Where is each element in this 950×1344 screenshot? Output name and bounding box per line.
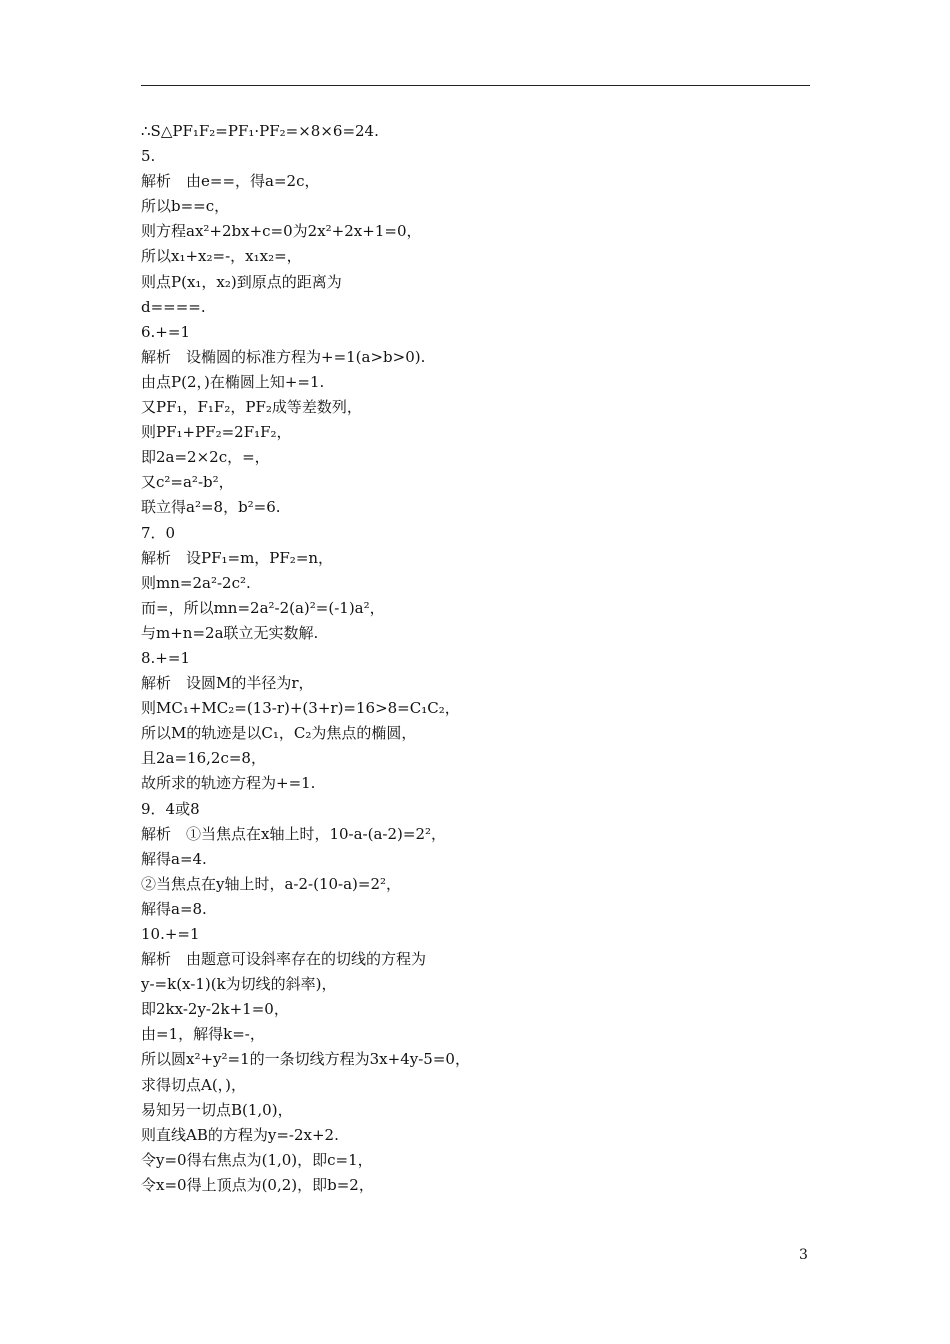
text-line: 所以x₁+x₂=-，x₁x₂=， — [141, 247, 302, 266]
text-line: 令y=0得右焦点为(1,0)，即c=1， — [141, 1150, 373, 1169]
text-line: ∴S△PF₁F₂=PF₁·PF₂=×8×6=24. — [141, 122, 379, 140]
text-line: 与m+n=2a联立无实数解. — [141, 623, 319, 642]
text-line: 6.+=1 — [141, 322, 190, 341]
text-line: 解得a=4. — [141, 849, 207, 868]
text-line: d====. — [141, 297, 206, 316]
text-line: 解析 ①当焦点在x轴上时，10-a-(a-2)=2²， — [141, 824, 447, 843]
text-line: 解析 设圆M的半径为r， — [141, 674, 314, 693]
text-line: 则MC₁+MC₂=(13-r)+(3+r)=16>8=C₁C₂， — [141, 699, 460, 718]
text-line: ②当焦点在y轴上时，a-2-(10-a)=2²， — [141, 874, 402, 893]
text-line: 又c²=a²-b²， — [141, 473, 234, 492]
text-line: 则mn=2a²-2c². — [141, 573, 251, 592]
text-line: 易知另一切点B(1,0)， — [141, 1100, 293, 1119]
page-number: 3 — [799, 1247, 808, 1263]
text-line: 所以M的轨迹是以C₁，C₂为焦点的椭圆， — [141, 724, 417, 743]
text-line: 所以圆x²+y²=1的一条切线方程为3x+4y-5=0， — [141, 1050, 470, 1069]
solution-text — [141, 119, 821, 1198]
text-line: 7．0 — [141, 523, 176, 542]
text-line: 5. — [141, 147, 156, 166]
text-line: 则点P(x₁，x₂)到原点的距离为 — [141, 272, 342, 291]
text-line: y-=k(x-1)(k为切线的斜率)， — [141, 975, 337, 994]
text-line: 则方程ax²+2bx+c=0为2x²+2x+1=0， — [141, 222, 422, 241]
text-line: 10.+=1 — [141, 925, 200, 943]
text-line: 解析 由e==，得a=2c， — [141, 172, 320, 191]
text-line: 解得a=8. — [141, 899, 207, 918]
text-line: 且2a=16,2c=8， — [141, 749, 266, 768]
text-line: 而=，所以mn=2a²-2(a)²=(-1)a²， — [141, 598, 385, 617]
text-line: 故所求的轨迹方程为+=1. — [141, 774, 316, 793]
text-line: 令x=0得上顶点为(0,2)，即b=2， — [141, 1175, 374, 1194]
text-line: 9．4或8 — [141, 799, 200, 818]
text-line: 解析 由题意可设斜率存在的切线的方程为 — [141, 950, 427, 969]
text-line: 解析 设椭圆的标准方程为+=1(a>b>0). — [141, 347, 426, 366]
header-rule — [141, 85, 810, 86]
text-line: 由=1，解得k=-， — [141, 1025, 265, 1044]
text-line: 解析 设PF₁=m，PF₂=n， — [141, 548, 334, 567]
text-line: 求得切点A(，)， — [141, 1075, 247, 1094]
text-line: 则PF₁+PF₂=2F₁F₂， — [141, 423, 292, 442]
text-line: 即2kx-2y-2k+1=0， — [141, 1000, 289, 1019]
text-line: 联立得a²=8，b²=6. — [141, 498, 281, 517]
text-line: 所以b==c， — [141, 197, 230, 216]
text-line: 8.+=1 — [141, 648, 190, 667]
text-line: 即2a=2×2c，=， — [141, 448, 270, 467]
text-line: 由点P(2，)在椭圆上知+=1. — [141, 372, 325, 391]
text-line: 又PF₁，F₁F₂，PF₂成等差数列， — [141, 398, 362, 417]
text-line: 则直线AB的方程为y=-2x+2. — [141, 1125, 339, 1144]
